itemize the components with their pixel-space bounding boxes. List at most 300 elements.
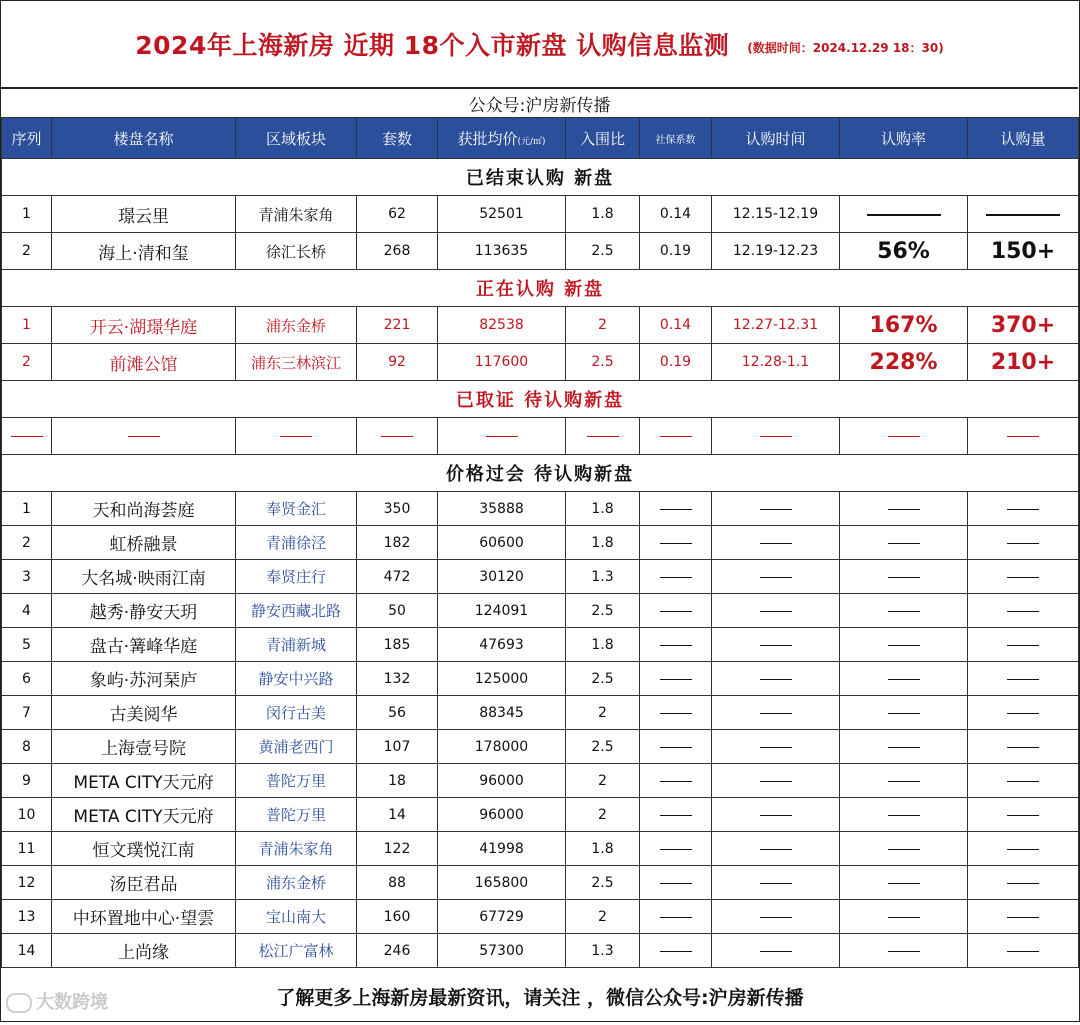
dash-mark (660, 883, 692, 884)
cell-price: 82538 (438, 307, 566, 344)
cell-time (712, 628, 840, 662)
section-certified (2, 381, 1079, 418)
dash-mark (1007, 543, 1039, 544)
dash-mark (587, 436, 619, 437)
cell-time (712, 832, 840, 866)
cell-social (640, 696, 712, 730)
cell-units: 221 (357, 307, 438, 344)
dash-mark (381, 436, 413, 437)
table-row (2, 662, 1079, 696)
cell-ratio: 1.3 (566, 560, 640, 594)
dash-mark (760, 713, 792, 714)
cell-time (712, 900, 840, 934)
table-row (2, 730, 1079, 764)
dash-mark (660, 543, 692, 544)
cell-units: 62 (357, 196, 438, 233)
cell-seq: 9 (2, 764, 52, 798)
cell-price: 52501 (438, 196, 566, 233)
cell-social (640, 764, 712, 798)
dash-mark (1007, 917, 1039, 918)
cell-time (712, 526, 840, 560)
cell-name: 汤臣君品 (52, 866, 236, 900)
cell-ratio (566, 418, 640, 455)
cell-price: 124091 (438, 594, 566, 628)
header-ratio: 入围比 (566, 118, 640, 159)
cell-time (712, 418, 840, 455)
cell-rate (840, 900, 968, 934)
cell-time (712, 798, 840, 832)
table-row (2, 832, 1079, 866)
dash-mark (760, 679, 792, 680)
cell-time (712, 560, 840, 594)
cell-area: 闵行古美 (236, 696, 357, 730)
cell-price: 88345 (438, 696, 566, 730)
cell-time: 12.28-1.1 (712, 344, 840, 381)
table-row (2, 492, 1079, 526)
cell-rate (840, 798, 968, 832)
dash-mark (660, 577, 692, 578)
dash-mark (888, 849, 920, 850)
dash-mark (986, 214, 1060, 216)
cell-name: 盘古·篝峰华庭 (52, 628, 236, 662)
cell-seq: 10 (2, 798, 52, 832)
cell-seq: 4 (2, 594, 52, 628)
dash-mark (660, 611, 692, 612)
cell-social (640, 418, 712, 455)
cell-social: 0.14 (640, 196, 712, 233)
cell-rate (840, 730, 968, 764)
cell-time (712, 662, 840, 696)
table-row (2, 696, 1079, 730)
section-ongoing (2, 270, 1079, 307)
cell-ratio: 2 (566, 798, 640, 832)
dash-mark (1007, 436, 1039, 437)
section-priced (2, 455, 1079, 492)
cell-price: 47693 (438, 628, 566, 662)
cell-seq: 11 (2, 832, 52, 866)
cell-price: 165800 (438, 866, 566, 900)
cell-name: 象屿·苏河琹庐 (52, 662, 236, 696)
cell-volume (968, 196, 1079, 233)
subscription-table (1, 117, 1079, 1025)
cell-rate: 56% (840, 233, 968, 270)
cell-price: 96000 (438, 764, 566, 798)
dash-mark (760, 815, 792, 816)
cell-ratio: 2 (566, 307, 640, 344)
cell-volume (968, 560, 1079, 594)
cell-area: 静安西藏北路 (236, 594, 357, 628)
table-row (2, 866, 1079, 900)
dash-mark (128, 436, 160, 437)
cell-price: 67729 (438, 900, 566, 934)
dash-mark (660, 951, 692, 952)
cell-rate (840, 662, 968, 696)
cell-volume: 150+ (968, 233, 1079, 270)
cell-rate: 167% (840, 307, 968, 344)
cell-name: META CITY天元府 (52, 798, 236, 832)
cell-area: 青浦徐泾 (236, 526, 357, 560)
cell-volume (968, 934, 1079, 968)
dash-mark (888, 543, 920, 544)
dash-mark (760, 781, 792, 782)
dash-mark (760, 747, 792, 748)
dash-mark (1007, 577, 1039, 578)
cell-ratio: 1.8 (566, 492, 640, 526)
cell-units: 88 (357, 866, 438, 900)
cell-ratio: 2.5 (566, 594, 640, 628)
cell-price: 60600 (438, 526, 566, 560)
cell-volume (968, 696, 1079, 730)
dash-mark (660, 747, 692, 748)
cell-name: 海上·清和玺 (52, 233, 236, 270)
cell-volume: 370+ (968, 307, 1079, 344)
cell-social (640, 866, 712, 900)
watermark-logo-icon (6, 993, 32, 1013)
cell-ratio: 2 (566, 900, 640, 934)
cell-units: 132 (357, 662, 438, 696)
cell-time (712, 696, 840, 730)
cell-units: 160 (357, 900, 438, 934)
cell-name: 虹桥融景 (52, 526, 236, 560)
cell-social (640, 594, 712, 628)
header-price-label: 获批均价 (457, 130, 517, 148)
dash-mark (888, 645, 920, 646)
cell-area: 徐汇长桥 (236, 233, 357, 270)
cell-volume (968, 764, 1079, 798)
cell-time: 12.15-12.19 (712, 196, 840, 233)
cell-volume (968, 628, 1079, 662)
cell-time (712, 594, 840, 628)
cell-rate (840, 196, 968, 233)
cell-volume (968, 832, 1079, 866)
footer-text: 了解更多上海新房最新资讯，请关注 ，微信公众号:沪房新传播 (2, 968, 1079, 1025)
cell-units: 56 (357, 696, 438, 730)
header-volume: 认购量 (968, 118, 1079, 159)
cell-units: 18 (357, 764, 438, 798)
dash-mark (1007, 951, 1039, 952)
dash-mark (660, 849, 692, 850)
cell-ratio: 2.5 (566, 233, 640, 270)
cell-name: 古美阅华 (52, 696, 236, 730)
cell-social (640, 662, 712, 696)
cell-ratio: 1.8 (566, 832, 640, 866)
cell-volume (968, 418, 1079, 455)
cell-units: 92 (357, 344, 438, 381)
dash-mark (888, 436, 920, 437)
cell-rate (840, 492, 968, 526)
dash-mark (760, 543, 792, 544)
cell-seq (2, 418, 52, 455)
cell-units (357, 418, 438, 455)
cell-price: 96000 (438, 798, 566, 832)
dash-mark (1007, 883, 1039, 884)
cell-name: 天和尚海荟庭 (52, 492, 236, 526)
cell-ratio: 2.5 (566, 866, 640, 900)
header-row (2, 118, 1079, 159)
table-row (2, 196, 1079, 233)
table-row (2, 628, 1079, 662)
footer-row (2, 968, 1079, 1025)
dash-mark (760, 577, 792, 578)
cell-area: 青浦朱家角 (236, 196, 357, 233)
section-certified-title: 已取证 待认购新盘 (2, 381, 1079, 418)
cell-ratio: 1.3 (566, 934, 640, 968)
cell-social (640, 934, 712, 968)
cell-name: META CITY天元府 (52, 764, 236, 798)
cell-volume (968, 866, 1079, 900)
dash-mark (888, 611, 920, 612)
cell-volume (968, 730, 1079, 764)
cell-area: 黄浦老西门 (236, 730, 357, 764)
cell-ratio: 1.8 (566, 526, 640, 560)
cell-seq: 8 (2, 730, 52, 764)
header-social: 社保系数 (640, 118, 712, 159)
cell-social (640, 900, 712, 934)
cell-units: 122 (357, 832, 438, 866)
dash-mark (760, 951, 792, 952)
cell-name: 前滩公馆 (52, 344, 236, 381)
cell-ratio: 2 (566, 696, 640, 730)
dash-mark (660, 645, 692, 646)
dash-mark (888, 577, 920, 578)
cell-rate (840, 560, 968, 594)
header-time: 认购时间 (712, 118, 840, 159)
dash-mark (660, 436, 692, 437)
cell-ratio: 1.8 (566, 628, 640, 662)
dash-mark (760, 645, 792, 646)
cell-social (640, 798, 712, 832)
dash-mark (1007, 679, 1039, 680)
dash-mark (888, 815, 920, 816)
cell-rate: 228% (840, 344, 968, 381)
dash-mark (1007, 781, 1039, 782)
table-row-empty (2, 418, 1079, 455)
cell-rate (840, 594, 968, 628)
cell-price (438, 418, 566, 455)
cell-volume (968, 492, 1079, 526)
cell-price: 178000 (438, 730, 566, 764)
dash-mark (888, 951, 920, 952)
cell-units: 182 (357, 526, 438, 560)
cell-rate (840, 764, 968, 798)
cell-seq: 7 (2, 696, 52, 730)
dash-mark (280, 436, 312, 437)
cell-seq: 2 (2, 526, 52, 560)
cell-price: 57300 (438, 934, 566, 968)
dash-mark (660, 815, 692, 816)
cell-rate (840, 628, 968, 662)
cell-ratio: 1.8 (566, 196, 640, 233)
cell-ratio: 2.5 (566, 730, 640, 764)
cell-social: 0.19 (640, 344, 712, 381)
section-ongoing-title: 正在认购 新盘 (2, 270, 1079, 307)
cell-units: 14 (357, 798, 438, 832)
data-time-note: (数据时间：2024.12.29 18：30) (747, 39, 943, 56)
dash-mark (760, 917, 792, 918)
dash-mark (11, 436, 43, 437)
dash-mark (760, 883, 792, 884)
dash-mark (1007, 645, 1039, 646)
cell-name (52, 418, 236, 455)
section-ended (2, 159, 1079, 196)
cell-name: 璟云里 (52, 196, 236, 233)
cell-time (712, 764, 840, 798)
dash-mark (1007, 815, 1039, 816)
cell-time (712, 730, 840, 764)
cell-name: 中环置地中心·望雲 (52, 900, 236, 934)
cell-seq: 2 (2, 344, 52, 381)
cell-time (712, 866, 840, 900)
dash-mark (486, 436, 518, 437)
dash-mark (1007, 611, 1039, 612)
cell-seq: 2 (2, 233, 52, 270)
cell-price: 113635 (438, 233, 566, 270)
dash-mark (888, 781, 920, 782)
cell-price: 35888 (438, 492, 566, 526)
cell-rate (840, 866, 968, 900)
cell-units: 472 (357, 560, 438, 594)
cell-area: 松江广富林 (236, 934, 357, 968)
table-body (2, 159, 1079, 968)
header-name: 楼盘名称 (52, 118, 236, 159)
cell-seq: 1 (2, 196, 52, 233)
table-row (2, 526, 1079, 560)
cell-rate (840, 526, 968, 560)
cell-seq: 3 (2, 560, 52, 594)
cell-price: 30120 (438, 560, 566, 594)
cell-name: 上海壹号院 (52, 730, 236, 764)
cell-seq: 6 (2, 662, 52, 696)
dash-mark (888, 713, 920, 714)
table-row (2, 934, 1079, 968)
table-row (2, 900, 1079, 934)
table-row (2, 594, 1079, 628)
cell-ratio: 2.5 (566, 662, 640, 696)
cell-social (640, 526, 712, 560)
dash-mark (1007, 747, 1039, 748)
dash-mark (660, 713, 692, 714)
cell-seq: 12 (2, 866, 52, 900)
cell-area: 宝山南大 (236, 900, 357, 934)
cell-volume: 210+ (968, 344, 1079, 381)
cell-area: 静安中兴路 (236, 662, 357, 696)
cell-seq: 1 (2, 492, 52, 526)
page-title: 2024年上海新房 近期 18个入市新盘 认购信息监测 (135, 26, 729, 62)
cell-volume (968, 594, 1079, 628)
watermark-text: 大数跨境 (36, 992, 108, 1013)
dash-mark (888, 747, 920, 748)
dash-mark (888, 883, 920, 884)
cell-seq: 5 (2, 628, 52, 662)
cell-units: 50 (357, 594, 438, 628)
cell-ratio: 2 (566, 764, 640, 798)
table-row (2, 764, 1079, 798)
dash-mark (660, 509, 692, 510)
dash-mark (888, 917, 920, 918)
cell-time: 12.19-12.23 (712, 233, 840, 270)
dash-mark (760, 509, 792, 510)
cell-area: 普陀万里 (236, 798, 357, 832)
cell-area: 奉贤金汇 (236, 492, 357, 526)
cell-area: 青浦新城 (236, 628, 357, 662)
header-price-unit: (元/㎡) (517, 137, 545, 147)
account-label: 公众号:沪房新传播 (1, 89, 1078, 118)
cell-social (640, 628, 712, 662)
cell-social: 0.14 (640, 307, 712, 344)
watermark (6, 988, 108, 1014)
cell-volume (968, 798, 1079, 832)
cell-social (640, 560, 712, 594)
dash-mark (1007, 509, 1039, 510)
cell-area: 奉贤庄行 (236, 560, 357, 594)
cell-social (640, 832, 712, 866)
cell-time: 12.27-12.31 (712, 307, 840, 344)
cell-rate (840, 696, 968, 730)
cell-social (640, 492, 712, 526)
cell-price: 41998 (438, 832, 566, 866)
dash-mark (867, 214, 941, 216)
cell-area: 普陀万里 (236, 764, 357, 798)
header-seq: 序列 (2, 118, 52, 159)
cell-volume (968, 662, 1079, 696)
cell-area: 浦东三林滨江 (236, 344, 357, 381)
cell-social: 0.19 (640, 233, 712, 270)
title-bar (1, 1, 1078, 89)
cell-seq: 14 (2, 934, 52, 968)
header-rate: 认购率 (840, 118, 968, 159)
cell-volume (968, 900, 1079, 934)
cell-area: 浦东金桥 (236, 866, 357, 900)
dash-mark (760, 849, 792, 850)
cell-name: 开云·湖璟华庭 (52, 307, 236, 344)
dash-mark (660, 679, 692, 680)
cell-volume (968, 526, 1079, 560)
header-units: 套数 (357, 118, 438, 159)
table-row (2, 798, 1079, 832)
cell-units: 246 (357, 934, 438, 968)
dash-mark (888, 509, 920, 510)
dash-mark (1007, 713, 1039, 714)
dash-mark (1007, 849, 1039, 850)
section-priced-title: 价格过会 待认购新盘 (2, 455, 1079, 492)
cell-units: 350 (357, 492, 438, 526)
cell-rate (840, 934, 968, 968)
header-price (438, 118, 566, 159)
dash-mark (888, 679, 920, 680)
section-ended-title: 已结束认购 新盘 (2, 159, 1079, 196)
cell-rate (840, 832, 968, 866)
cell-ratio: 2.5 (566, 344, 640, 381)
table-row (2, 307, 1079, 344)
cell-price: 117600 (438, 344, 566, 381)
table-row (2, 233, 1079, 270)
cell-rate (840, 418, 968, 455)
dash-mark (660, 917, 692, 918)
dash-mark (660, 781, 692, 782)
header-area: 区域板块 (236, 118, 357, 159)
cell-units: 185 (357, 628, 438, 662)
cell-seq: 1 (2, 307, 52, 344)
cell-time (712, 934, 840, 968)
cell-name: 恒文璞悦江南 (52, 832, 236, 866)
dash-mark (760, 611, 792, 612)
cell-seq: 13 (2, 900, 52, 934)
table-row (2, 560, 1079, 594)
dash-mark (760, 436, 792, 437)
cell-area (236, 418, 357, 455)
table-row (2, 344, 1079, 381)
cell-name: 上尚缘 (52, 934, 236, 968)
